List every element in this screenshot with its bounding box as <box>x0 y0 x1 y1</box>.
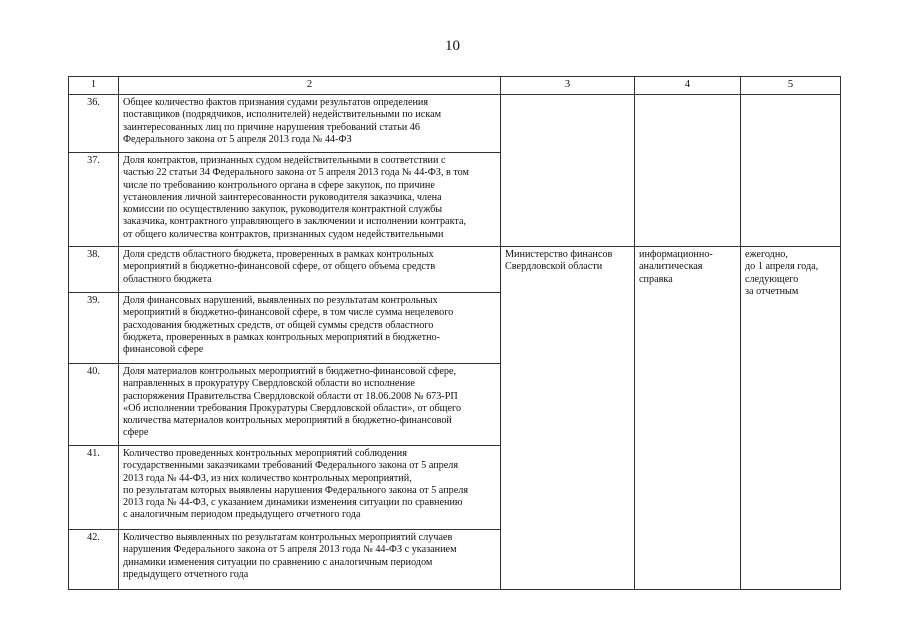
row-description <box>119 95 501 153</box>
description-line: по результатам которых выявлены нарушения Федерального закона от 5 апреля <box>123 484 469 496</box>
row-description <box>119 364 501 446</box>
responsible-body-line: Министерство финансов <box>505 249 613 260</box>
description-line: областного бюджета <box>123 273 212 285</box>
responsible-body-cell <box>501 247 635 590</box>
description-line: предыдущего отчетного года <box>123 568 249 580</box>
table-row <box>69 247 841 293</box>
report-form-line: информационно- <box>639 249 713 260</box>
description-line: финансовой сфере <box>123 344 204 356</box>
description-line: динамики изменения ситуации по сравнению с аналогичным периодом <box>123 556 433 568</box>
empty-cell <box>741 95 841 247</box>
deadline-cell <box>741 247 841 590</box>
header-row <box>69 77 841 95</box>
row-number: 36. <box>69 95 119 153</box>
row-number: 38. <box>69 247 119 293</box>
indicators-table <box>68 76 841 590</box>
header-cell-4: 4 <box>635 77 741 95</box>
description-line: «Об исполнении требования Прокуратуры Свердловской области», от общего <box>123 402 462 414</box>
page-number: 10 <box>445 38 460 54</box>
description-line: мероприятий в бюджетно-финансовой сфере, в том числе сумма нецелевого <box>123 307 454 319</box>
row-number: 40. <box>69 364 119 446</box>
description-line: Доля материалов контрольных мероприятий в бюджетно-финансовой сфере, <box>123 366 457 377</box>
empty-cell <box>635 95 741 247</box>
description-line: заинтересованных лиц по причине нарушения требований статьи 46 <box>123 121 420 133</box>
description-line: направленных в прокуратуру Свердловской области во исполнение <box>123 378 415 390</box>
description-line: частью 22 статьи 34 Федерального закона от 5 апреля 2013 года № 44-ФЗ, в том <box>123 167 470 179</box>
description-line: распоряжения Правительства Свердловской области от 18.06.2008 № 673-РП <box>123 390 458 402</box>
report-form-line: справка <box>639 273 673 285</box>
description-line: Доля средств областного бюджета, проверенных в рамках контрольных <box>123 249 434 260</box>
table-row <box>69 95 841 153</box>
deadline-line: ежегодно, <box>745 249 788 260</box>
description-line: бюджета, проверенных в рамках контрольных мероприятий в бюджетно- <box>123 331 441 343</box>
header-cell-1: 1 <box>69 77 119 95</box>
description-line: Количество выявленных по результатам контрольных мероприятий случаев <box>123 532 453 543</box>
description-line: 2013 года № 44-ФЗ, из них количество контрольных мероприятий, <box>123 472 412 484</box>
description-line: заказчика, контрактного управляющего в заключении и исполнении контракта, <box>123 216 467 228</box>
description-line: установления личной заинтересованности руководителя заказчика, члена <box>123 191 442 203</box>
responsible-body-line: Свердловской области <box>505 261 603 273</box>
header-cell-3: 3 <box>501 77 635 95</box>
row-number: 42. <box>69 530 119 590</box>
description-line: Количество проведенных контрольных мероприятий соблюдения <box>123 448 407 459</box>
description-line: государственными заказчиками требований Федерального закона от 5 апреля <box>123 460 459 472</box>
row-description <box>119 293 501 364</box>
row-description <box>119 446 501 530</box>
row-number: 39. <box>69 293 119 364</box>
description-line: 2013 года № 44-ФЗ, с указанием динамики изменения ситуации по сравнению <box>123 497 463 509</box>
description-line: с аналогичным периодом предыдущего отчетного года <box>123 509 361 521</box>
description-line: нарушения Федерального закона от 5 апреля 2013 года № 44-ФЗ с указанием <box>123 544 457 556</box>
report-form-line: аналитическая <box>639 261 703 273</box>
description-line: Общее количество фактов признания судами результатов определения <box>123 97 429 108</box>
description-line: сфере <box>123 427 149 439</box>
row-description <box>119 530 501 590</box>
empty-cell <box>501 95 635 247</box>
deadline-line: следующего <box>745 273 799 285</box>
description-line: комиссии по осуществлению закупок, руководителя контрактной службы <box>123 204 443 216</box>
deadline-line: за отчетным <box>745 285 799 297</box>
description-line: расходования бюджетных средств, от общей суммы средств областного <box>123 319 434 331</box>
row-number: 41. <box>69 446 119 530</box>
description-line: числе по требованию контрольного органа в сфере закупок, по причине <box>123 179 435 191</box>
row-description <box>119 153 501 247</box>
row-description <box>119 247 501 293</box>
description-line: мероприятий в бюджетно-финансовой сфере, от общего объема средств <box>123 261 436 273</box>
description-line: количества материалов контрольных мероприятий в бюджетно-финансовой <box>123 415 452 427</box>
description-line: Доля контрактов, признанных судом недействительными в соответствии с <box>123 155 446 166</box>
header-cell-5: 5 <box>741 77 841 95</box>
description-line: от общего количества контрактов, признанных судом недействительными <box>123 228 444 240</box>
header-cell-2: 2 <box>119 77 501 95</box>
description-line: поставщиков (подрядчиков, исполнителей) недействительными по искам <box>123 109 442 121</box>
description-line: Доля финансовых нарушений, выявленных по результатам контрольных <box>123 295 438 306</box>
report-form-cell <box>635 247 741 590</box>
description-line: Федерального закона от 5 апреля 2013 года № 44-ФЗ <box>123 133 352 145</box>
deadline-line: до 1 апреля года, <box>745 261 819 273</box>
row-number: 37. <box>69 153 119 247</box>
